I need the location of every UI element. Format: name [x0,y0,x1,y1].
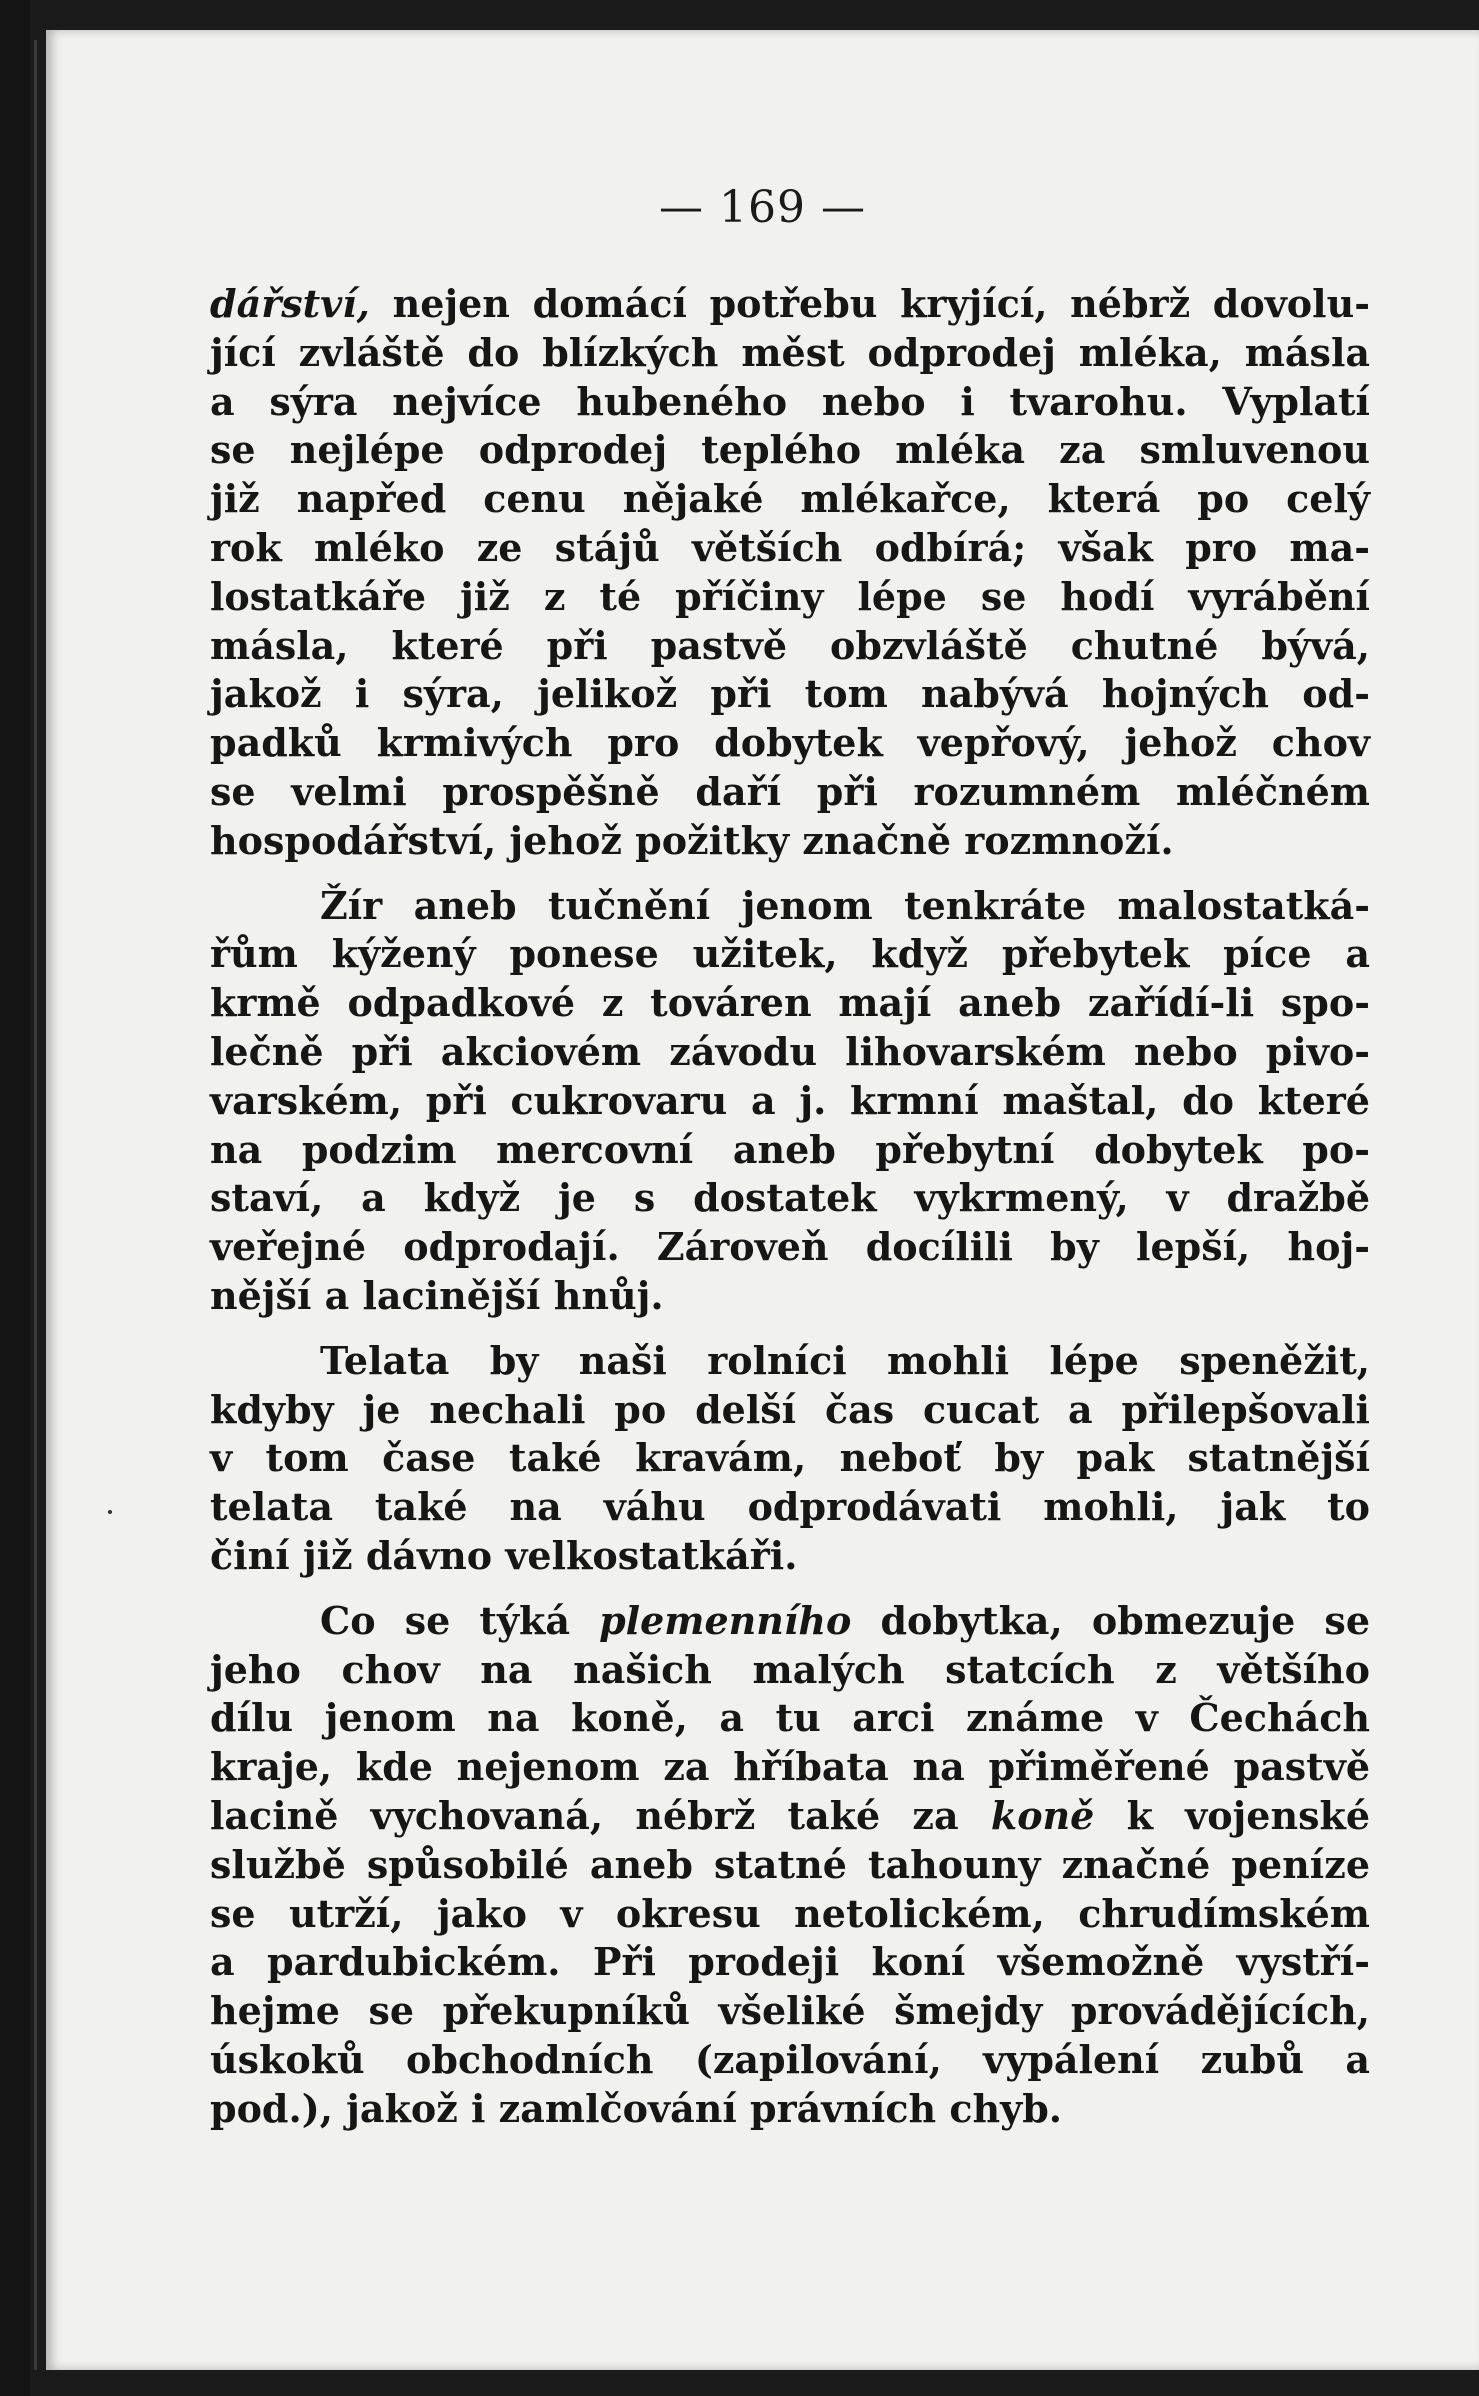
text-segment: činí již dávno velkostatkáři. [210,1532,798,1578]
text-line [210,524,1370,573]
text-segment: dílu jenom na koně, a tu arci známe v Čechách [210,1695,1370,1741]
text-segment: lečně při akciovém závodu lihovarském nebo pivo- [210,1028,1370,1074]
text-segment: dobytka, obmezuje se [851,1597,1370,1643]
text-segment: lostatkáře již z té příčiny lépe se hodí vyrábění [210,573,1370,619]
text-segment: se nejlépe odprodej teplého mléka za smluvenou [210,427,1370,473]
text-line [210,622,1370,671]
text-segment: kraje, kde nejenom za hříbata na přiměřené pastvě [210,1744,1370,1790]
scan-speck [108,1510,112,1514]
paragraph [210,280,1370,866]
text-line [210,1434,1370,1483]
text-segment: hospodářství, jehož požitky značně rozmnoží. [210,817,1174,863]
text-segment: telata také na váhu odprodávati mohli, jak to [210,1484,1370,1530]
text-line [210,573,1370,622]
text-line [210,1077,1370,1126]
text-line [210,1597,1370,1646]
text-segment: rok mléko ze stájů větších odbírá; však pro ma- [210,524,1370,570]
text-line [210,1272,1370,1321]
text-segment: hejme se překupníků všeliké šmejdy provádějících, [210,1988,1370,2034]
text-line [210,1223,1370,1272]
paragraph-gap [210,866,1370,882]
text-line [210,1126,1370,1175]
text-line [210,475,1370,524]
text-line [210,1743,1370,1792]
text-segment: padků krmivých pro dobytek vepřový, jehož chov [210,720,1370,766]
text-segment: kdyby je nechali po delší čas cucat a přilepšovali [210,1386,1370,1432]
paragraph-gap [210,1321,1370,1337]
paragraph [210,882,1370,1321]
text-line [210,1694,1370,1743]
text-segment: na podzim mercovní aneb přebytní dobytek po- [210,1126,1370,1172]
paragraph-gap [210,1581,1370,1597]
text-segment: a sýra nejvíce hubeného nebo i tvarohu. Vyplatí [210,378,1370,424]
text-segment: másla, které při pastvě obzvláště chutné bývá, [210,622,1370,668]
text-line [210,1938,1370,1987]
text-segment: jakož i sýra, jelikož při tom nabývá hojných od- [210,671,1370,717]
italic-text: dářství, [210,281,370,326]
text-line [210,670,1370,719]
text-segment: se utrží, jako v okresu netolickém, chrudímském [210,1890,1370,1936]
text-segment: nější a lacinější hnůj. [210,1272,664,1318]
text-line [210,817,1370,866]
text-line [210,2085,1370,2134]
text-line [210,1792,1370,1841]
scan-border [0,0,30,2396]
text-segment: jeho chov na našich malých statcích z většího [210,1646,1370,1692]
text-line [210,768,1370,817]
text-line [210,930,1370,979]
text-line [210,1646,1370,1695]
text-segment: staví, a když je s dostatek vykrmený, v dražbě [210,1175,1370,1221]
text-segment: Telata by naši rolníci mohli lépe speněžit, [320,1337,1370,1383]
text-segment: lacině vychovaná, nébrž také za [210,1792,991,1838]
book-page [46,30,1479,2370]
text-line [210,1483,1370,1532]
paragraph [210,1337,1370,1581]
page-edge-line [34,40,37,2370]
paragraph [210,1597,1370,2134]
text-line [210,1174,1370,1223]
text-line [210,882,1370,931]
italic-text: plemenního [599,1597,852,1643]
text-line [210,378,1370,427]
text-line [210,979,1370,1028]
text-line [210,2036,1370,2085]
text-line [210,426,1370,475]
text-segment: službě spůsobilé aneb statné tahouny značné peníze [210,1841,1370,1887]
text-segment: veřejné odprodají. Zároveň docílili by lepší, hoj- [210,1224,1370,1270]
body-text [210,280,1370,2133]
text-segment: v tom čase také kravám, neboť by pak statnější [210,1435,1370,1481]
text-line [210,1532,1370,1581]
text-line [210,719,1370,768]
text-segment: k vojenské [1094,1792,1370,1838]
text-line [210,1028,1370,1077]
text-segment: Žír aneb tučnění jenom tenkráte malostatká- [320,882,1370,928]
italic-text: koně [990,1792,1095,1838]
text-segment: již napřed cenu nějaké mlékařce, která po celý [210,476,1370,522]
text-segment: jící zvláště do blízkých měst odprodej mléka, másla [210,329,1370,375]
text-segment: nejen domácí potřebu kryjící, nébrž dovolu- [369,281,1370,326]
text-segment: úskoků obchodních (zapilování, vypálení zubů a [210,2036,1370,2082]
text-line [210,1337,1370,1386]
text-line [210,1386,1370,1435]
text-line [210,1890,1370,1939]
text-line [210,280,1370,329]
text-segment: se velmi prospěšně daří při rozumném mléčném [210,768,1370,814]
text-segment: řům kýžený ponese užitek, když přebytek píce a [210,931,1370,977]
text-line [210,329,1370,378]
text-segment: krmě odpadkové z továren mají aneb zařídí-li spo- [210,980,1370,1026]
text-line [210,1987,1370,2036]
text-line [210,1841,1370,1890]
text-segment: varském, při cukrovaru a j. krmní maštal, do které [210,1077,1370,1123]
text-segment: Co se týká [320,1597,600,1643]
text-segment: pod.), jakož i zamlčování právních chyb. [210,2085,1062,2131]
page-number: — 169 — [659,182,866,233]
text-segment: a pardubickém. Při prodeji koní všemožně vystří- [210,1939,1370,1985]
